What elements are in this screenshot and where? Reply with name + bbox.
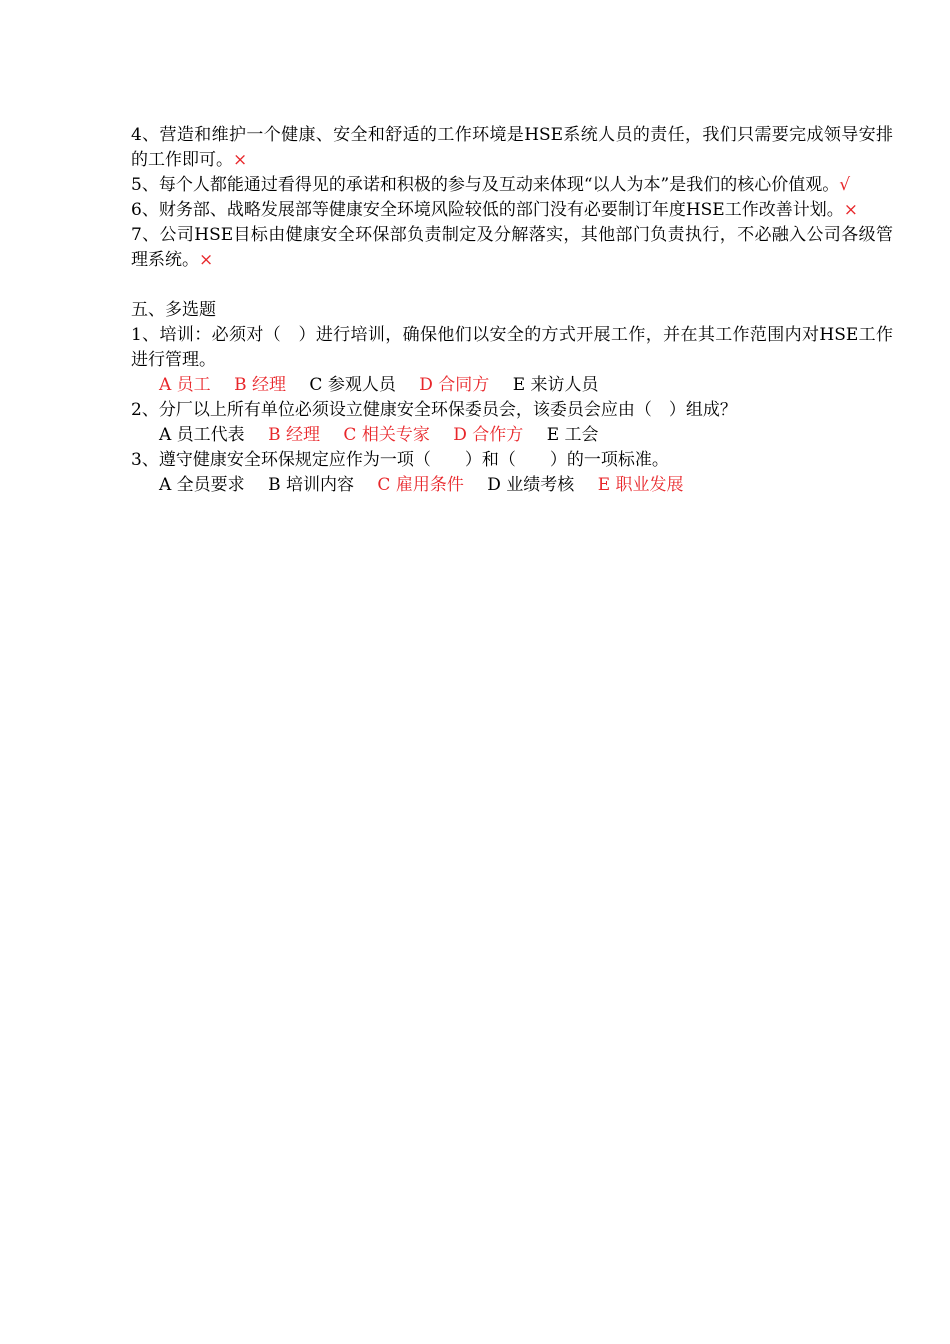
wrong-mark: × (843, 200, 858, 220)
option-answer: A 员工 (159, 375, 211, 395)
options-row-2 (131, 423, 893, 448)
wrong-mark: × (233, 150, 248, 170)
option: A 员工代表 (159, 425, 245, 445)
option-answer: C 雇用条件 (377, 475, 464, 495)
option: B 培训内容 (268, 475, 354, 495)
multi-question-2: 2、分厂以上所有单位必须设立健康安全环保委员会，该委员会应由（ ）组成？ (131, 400, 737, 420)
option-answer: E 职业发展 (597, 475, 684, 495)
option-answer: D 合作方 (453, 425, 524, 445)
options-row-3 (131, 473, 893, 498)
option-answer: B 经理 (234, 375, 286, 395)
option-answer: C 相关专家 (343, 425, 430, 445)
option-answer: B 经理 (268, 425, 320, 445)
document-page (131, 123, 893, 498)
wrong-mark: × (199, 250, 214, 270)
section-title: 五、多选题 (131, 300, 216, 320)
multi-question-1: 1、培训：必须对（ ）进行培训，确保他们以安全的方式开展工作，并在其工作范围内对HSE工作进行管理。 (131, 325, 893, 370)
option: D 业绩考核 (487, 475, 575, 495)
multi-question-3: 3、遵守健康安全环保规定应作为一项（ ）和（ ）的一项标准。 (131, 450, 669, 470)
option: C 参观人员 (309, 375, 396, 395)
judgement-item-5: 5、每个人都能通过看得见的承诺和积极的参与及互动来体现“以人为本”是我们的核心价值观。√ (131, 175, 851, 195)
judgement-item-4: 4、营造和维护一个健康、安全和舒适的工作环境是HSE系统人员的责任，我们只需要完成领导安排的工作即可。× (131, 125, 893, 170)
options-row-1 (131, 373, 893, 398)
judgement-item-7: 7、公司HSE目标由健康安全环保部负责制定及分解落实，其他部门负责执行，不必融入公司各级管理系统。× (131, 225, 893, 270)
option: E 来访人员 (512, 375, 599, 395)
correct-mark: √ (839, 175, 851, 195)
option-answer: D 合同方 (419, 375, 490, 395)
judgement-item-6: 6、财务部、战略发展部等健康安全环境风险较低的部门没有必要制订年度HSE工作改善计划。× (131, 200, 858, 220)
spacer (131, 273, 893, 298)
option: E 工会 (546, 425, 599, 445)
option: A 全员要求 (159, 475, 245, 495)
